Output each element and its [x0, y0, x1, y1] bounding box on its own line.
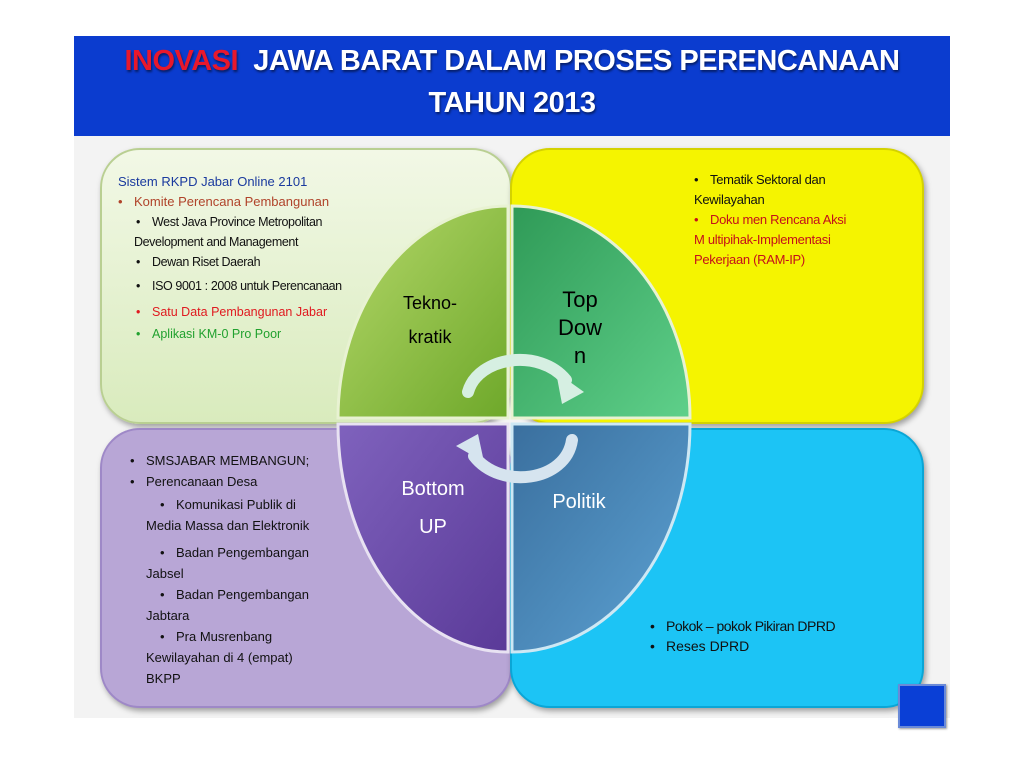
label-politik: Politik	[552, 491, 606, 513]
tr-item-2: • Doku men Rencana Aksi	[710, 210, 904, 230]
bl-sub-4: • Pra Musrenbang	[176, 626, 345, 647]
label-bottom-up: Bottom UP	[401, 478, 465, 538]
bottom-left-content	[130, 450, 345, 689]
tr-item-2c: Pekerjaan (RAM-IP)	[694, 252, 805, 267]
bl-sub-1: • Komunikasi Publik di	[176, 494, 345, 515]
tl-item-3: • Aplikasi KM-0 Pro Poor	[152, 324, 378, 344]
tl-item-1: • Komite Perencana Pembangunan	[134, 192, 378, 212]
tr-item-2b: M ultipihak-Implementasi	[694, 232, 831, 247]
br-item-2: • Reses DPRD	[666, 636, 900, 656]
title-line-2: TAHUN 2013	[428, 87, 596, 119]
tl-item-2: • Satu Data Pembangunan Jabar	[152, 302, 378, 322]
tl-sub-1: • West Java Province Metropolitan	[152, 212, 378, 232]
nav-square-button[interactable]	[898, 684, 946, 728]
top-right-content	[694, 170, 904, 270]
bl-sub-1b: Media Massa dan Elektronik	[146, 518, 310, 533]
tr-item-1: • Tematik Sektoral dan	[710, 170, 904, 190]
bl-sub-2b: Jabsel	[146, 566, 184, 581]
tl-heading: Sistem RKPD Jabar Online 2101	[118, 174, 308, 189]
bl-item-2: • Perencanaan Desa	[146, 471, 345, 492]
tl-sub-1b: Development and Management	[134, 235, 299, 249]
label-top-down: Top Dow n	[557, 287, 602, 368]
bottom-right-content	[650, 616, 900, 656]
tl-sub-2: • Dewan Riset Daerah	[152, 252, 378, 272]
title-line-1: JAWA BARAT DALAM PROSES PERENCANAAN	[253, 45, 900, 77]
bl-item-1: • SMSJABAR MEMBANGUN;	[146, 450, 345, 471]
br-item-1: • Pokok – pokok Pikiran DPRD	[666, 616, 900, 636]
tl-sub-3: • ISO 9001 : 2008 untuk Perencanaan	[152, 276, 378, 296]
bl-sub-4c: BKPP	[146, 671, 181, 686]
tr-item-1b: Kewilayahan	[694, 192, 765, 207]
bl-sub-3b: Jabtara	[146, 608, 190, 623]
label-teknokratik: Tekno- kratik	[402, 293, 458, 347]
bl-sub-2: • Badan Pengembangan	[176, 542, 345, 563]
bl-sub-3: • Badan Pengembangan	[176, 584, 345, 605]
top-left-content	[118, 172, 378, 344]
bl-sub-4b: Kewilayahan di 4 (empat)	[146, 650, 293, 665]
title-highlight: INOVASI	[124, 45, 239, 77]
